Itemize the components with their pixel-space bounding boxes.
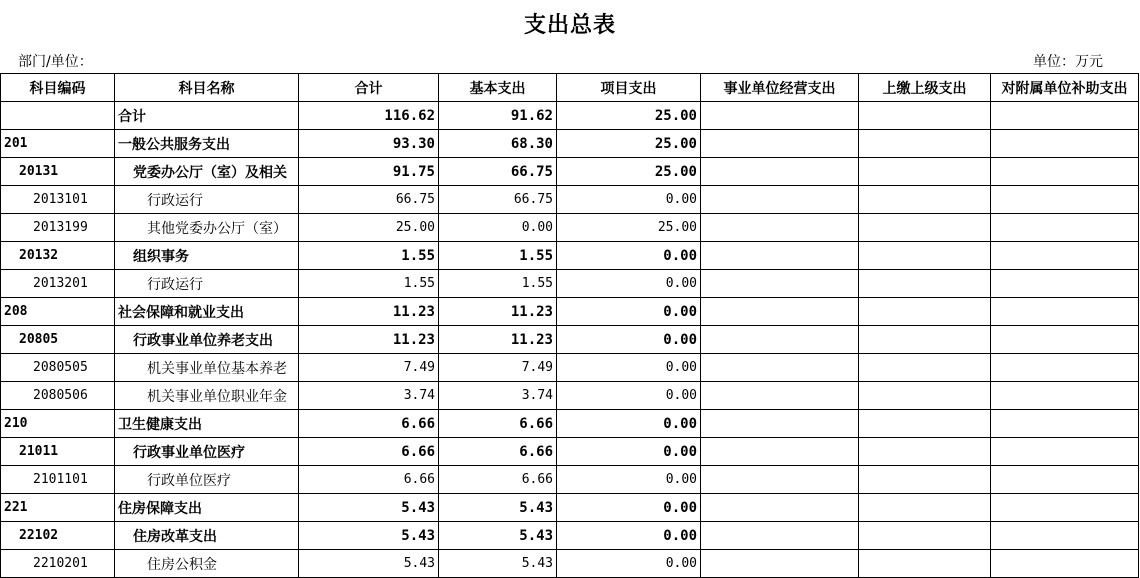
operating-expenditure-cell	[701, 466, 859, 494]
subject-code-cell: 20805	[1, 326, 115, 354]
operating-expenditure-cell	[701, 438, 859, 466]
remit-superior-cell	[859, 382, 991, 410]
total-cell: 5.43	[299, 550, 439, 578]
total-cell: 11.23	[299, 326, 439, 354]
subject-name-cell: 行政运行	[115, 270, 299, 298]
total-cell: 5.43	[299, 494, 439, 522]
subject-code-cell: 2080506	[1, 382, 115, 410]
project-expenditure-cell: 25.00	[557, 130, 701, 158]
total-cell: 5.43	[299, 522, 439, 550]
basic-expenditure-cell: 0.00	[439, 214, 557, 242]
subsidy-affiliates-cell	[991, 102, 1139, 130]
basic-expenditure-cell: 1.55	[439, 242, 557, 270]
subsidy-affiliates-cell	[991, 410, 1139, 438]
subject-name-cell: 其他党委办公厅（室）	[115, 214, 299, 242]
basic-expenditure-cell: 5.43	[439, 494, 557, 522]
subject-code-cell: 208	[1, 298, 115, 326]
project-expenditure-cell: 0.00	[557, 550, 701, 578]
basic-expenditure-cell: 7.49	[439, 354, 557, 382]
header-subject-code: 科目编码	[1, 74, 115, 102]
total-cell: 11.23	[299, 298, 439, 326]
remit-superior-cell	[859, 214, 991, 242]
remit-superior-cell	[859, 186, 991, 214]
table-row	[1, 550, 1139, 578]
subject-name-cell: 住房改革支出	[115, 522, 299, 550]
project-expenditure-cell: 0.00	[557, 410, 701, 438]
project-expenditure-cell: 25.00	[557, 102, 701, 130]
remit-superior-cell	[859, 494, 991, 522]
header-operating-expenditure: 事业单位经营支出	[701, 74, 859, 102]
subject-name-cell: 行政运行	[115, 186, 299, 214]
subject-name-cell: 住房公积金	[115, 550, 299, 578]
operating-expenditure-cell	[701, 214, 859, 242]
basic-expenditure-cell: 3.74	[439, 382, 557, 410]
subject-code-cell: 2080505	[1, 354, 115, 382]
subject-code-cell	[1, 102, 115, 130]
total-cell: 1.55	[299, 270, 439, 298]
table-row	[1, 242, 1139, 270]
subject-name-cell: 行政单位医疗	[115, 466, 299, 494]
subsidy-affiliates-cell	[991, 326, 1139, 354]
project-expenditure-cell: 0.00	[557, 494, 701, 522]
table-row	[1, 130, 1139, 158]
subject-name-cell: 一般公共服务支出	[115, 130, 299, 158]
operating-expenditure-cell	[701, 410, 859, 438]
basic-expenditure-cell: 6.66	[439, 438, 557, 466]
remit-superior-cell	[859, 102, 991, 130]
subject-code-cell: 2013199	[1, 214, 115, 242]
subsidy-affiliates-cell	[991, 130, 1139, 158]
subject-code-cell: 2013201	[1, 270, 115, 298]
subject-name-cell: 机关事业单位基本养老	[115, 354, 299, 382]
basic-expenditure-cell: 66.75	[439, 186, 557, 214]
subsidy-affiliates-cell	[991, 186, 1139, 214]
project-expenditure-cell: 0.00	[557, 270, 701, 298]
subject-code-cell: 20132	[1, 242, 115, 270]
project-expenditure-cell: 0.00	[557, 326, 701, 354]
header-remit-superior: 上缴上级支出	[859, 74, 991, 102]
total-cell: 3.74	[299, 382, 439, 410]
remit-superior-cell	[859, 242, 991, 270]
table-row	[1, 270, 1139, 298]
operating-expenditure-cell	[701, 158, 859, 186]
subject-code-cell: 2101101	[1, 466, 115, 494]
basic-expenditure-cell: 5.43	[439, 522, 557, 550]
subject-name-cell: 组织事务	[115, 242, 299, 270]
total-cell: 66.75	[299, 186, 439, 214]
header-subsidy-affiliates: 对附属单位补助支出	[991, 74, 1139, 102]
total-cell: 93.30	[299, 130, 439, 158]
operating-expenditure-cell	[701, 102, 859, 130]
unit-label: 单位：万元	[1033, 54, 1103, 70]
operating-expenditure-cell	[701, 130, 859, 158]
project-expenditure-cell: 25.00	[557, 214, 701, 242]
table-row	[1, 354, 1139, 382]
header-subject-name: 科目名称	[115, 74, 299, 102]
operating-expenditure-cell	[701, 494, 859, 522]
operating-expenditure-cell	[701, 382, 859, 410]
table-row	[1, 326, 1139, 354]
project-expenditure-cell: 0.00	[557, 242, 701, 270]
basic-expenditure-cell: 5.43	[439, 550, 557, 578]
project-expenditure-cell: 0.00	[557, 382, 701, 410]
table-header-row	[1, 74, 1139, 102]
project-expenditure-cell: 25.00	[557, 158, 701, 186]
operating-expenditure-cell	[701, 354, 859, 382]
subsidy-affiliates-cell	[991, 270, 1139, 298]
operating-expenditure-cell	[701, 522, 859, 550]
basic-expenditure-cell: 11.23	[439, 298, 557, 326]
subsidy-affiliates-cell	[991, 438, 1139, 466]
project-expenditure-cell: 0.00	[557, 298, 701, 326]
header-basic-expenditure: 基本支出	[439, 74, 557, 102]
subject-name-cell: 行政事业单位养老支出	[115, 326, 299, 354]
subject-name-cell: 行政事业单位医疗	[115, 438, 299, 466]
table-row	[1, 298, 1139, 326]
remit-superior-cell	[859, 354, 991, 382]
subject-code-cell: 22102	[1, 522, 115, 550]
basic-expenditure-cell: 1.55	[439, 270, 557, 298]
subject-name-cell: 党委办公厅（室）及相关	[115, 158, 299, 186]
operating-expenditure-cell	[701, 242, 859, 270]
table-row	[1, 466, 1139, 494]
subject-code-cell: 2013101	[1, 186, 115, 214]
project-expenditure-cell: 0.00	[557, 466, 701, 494]
subsidy-affiliates-cell	[991, 298, 1139, 326]
table-row	[1, 382, 1139, 410]
subject-code-cell: 221	[1, 494, 115, 522]
subject-name-cell: 机关事业单位职业年金	[115, 382, 299, 410]
page-title: 支出总表	[523, 13, 616, 38]
subsidy-affiliates-cell	[991, 466, 1139, 494]
subject-name-cell: 卫生健康支出	[115, 410, 299, 438]
subject-code-cell: 210	[1, 410, 115, 438]
operating-expenditure-cell	[701, 270, 859, 298]
total-cell: 7.49	[299, 354, 439, 382]
total-cell: 91.75	[299, 158, 439, 186]
table-row	[1, 438, 1139, 466]
subject-code-cell: 20131	[1, 158, 115, 186]
operating-expenditure-cell	[701, 326, 859, 354]
table-row	[1, 102, 1139, 130]
subject-code-cell: 201	[1, 130, 115, 158]
remit-superior-cell	[859, 326, 991, 354]
department-label: 部门/单位：	[18, 54, 93, 70]
table-row	[1, 158, 1139, 186]
subject-code-cell: 2210201	[1, 550, 115, 578]
remit-superior-cell	[859, 158, 991, 186]
subject-code-cell: 21011	[1, 438, 115, 466]
remit-superior-cell	[859, 270, 991, 298]
total-cell: 6.66	[299, 466, 439, 494]
basic-expenditure-cell: 91.62	[439, 102, 557, 130]
total-cell: 6.66	[299, 438, 439, 466]
basic-expenditure-cell: 6.66	[439, 466, 557, 494]
subsidy-affiliates-cell	[991, 382, 1139, 410]
remit-superior-cell	[859, 298, 991, 326]
subsidy-affiliates-cell	[991, 550, 1139, 578]
subsidy-affiliates-cell	[991, 214, 1139, 242]
operating-expenditure-cell	[701, 298, 859, 326]
subsidy-affiliates-cell	[991, 494, 1139, 522]
remit-superior-cell	[859, 410, 991, 438]
table-row	[1, 494, 1139, 522]
operating-expenditure-cell	[701, 550, 859, 578]
subsidy-affiliates-cell	[991, 522, 1139, 550]
remit-superior-cell	[859, 522, 991, 550]
remit-superior-cell	[859, 466, 991, 494]
subsidy-affiliates-cell	[991, 354, 1139, 382]
operating-expenditure-cell	[701, 186, 859, 214]
remit-superior-cell	[859, 438, 991, 466]
total-cell: 25.00	[299, 214, 439, 242]
project-expenditure-cell: 0.00	[557, 186, 701, 214]
table-row	[1, 410, 1139, 438]
subsidy-affiliates-cell	[991, 242, 1139, 270]
basic-expenditure-cell: 68.30	[439, 130, 557, 158]
remit-superior-cell	[859, 550, 991, 578]
expenditure-table	[0, 73, 1139, 578]
subsidy-affiliates-cell	[991, 158, 1139, 186]
project-expenditure-cell: 0.00	[557, 522, 701, 550]
subject-name-cell: 住房保障支出	[115, 494, 299, 522]
basic-expenditure-cell: 6.66	[439, 410, 557, 438]
header-project-expenditure: 项目支出	[557, 74, 701, 102]
basic-expenditure-cell: 11.23	[439, 326, 557, 354]
table-row	[1, 522, 1139, 550]
total-cell: 116.62	[299, 102, 439, 130]
table-row	[1, 214, 1139, 242]
remit-superior-cell	[859, 130, 991, 158]
subject-name-cell: 合计	[115, 102, 299, 130]
header-total: 合计	[299, 74, 439, 102]
table-row	[1, 186, 1139, 214]
basic-expenditure-cell: 66.75	[439, 158, 557, 186]
subject-name-cell: 社会保障和就业支出	[115, 298, 299, 326]
project-expenditure-cell: 0.00	[557, 354, 701, 382]
total-cell: 1.55	[299, 242, 439, 270]
project-expenditure-cell: 0.00	[557, 438, 701, 466]
total-cell: 6.66	[299, 410, 439, 438]
